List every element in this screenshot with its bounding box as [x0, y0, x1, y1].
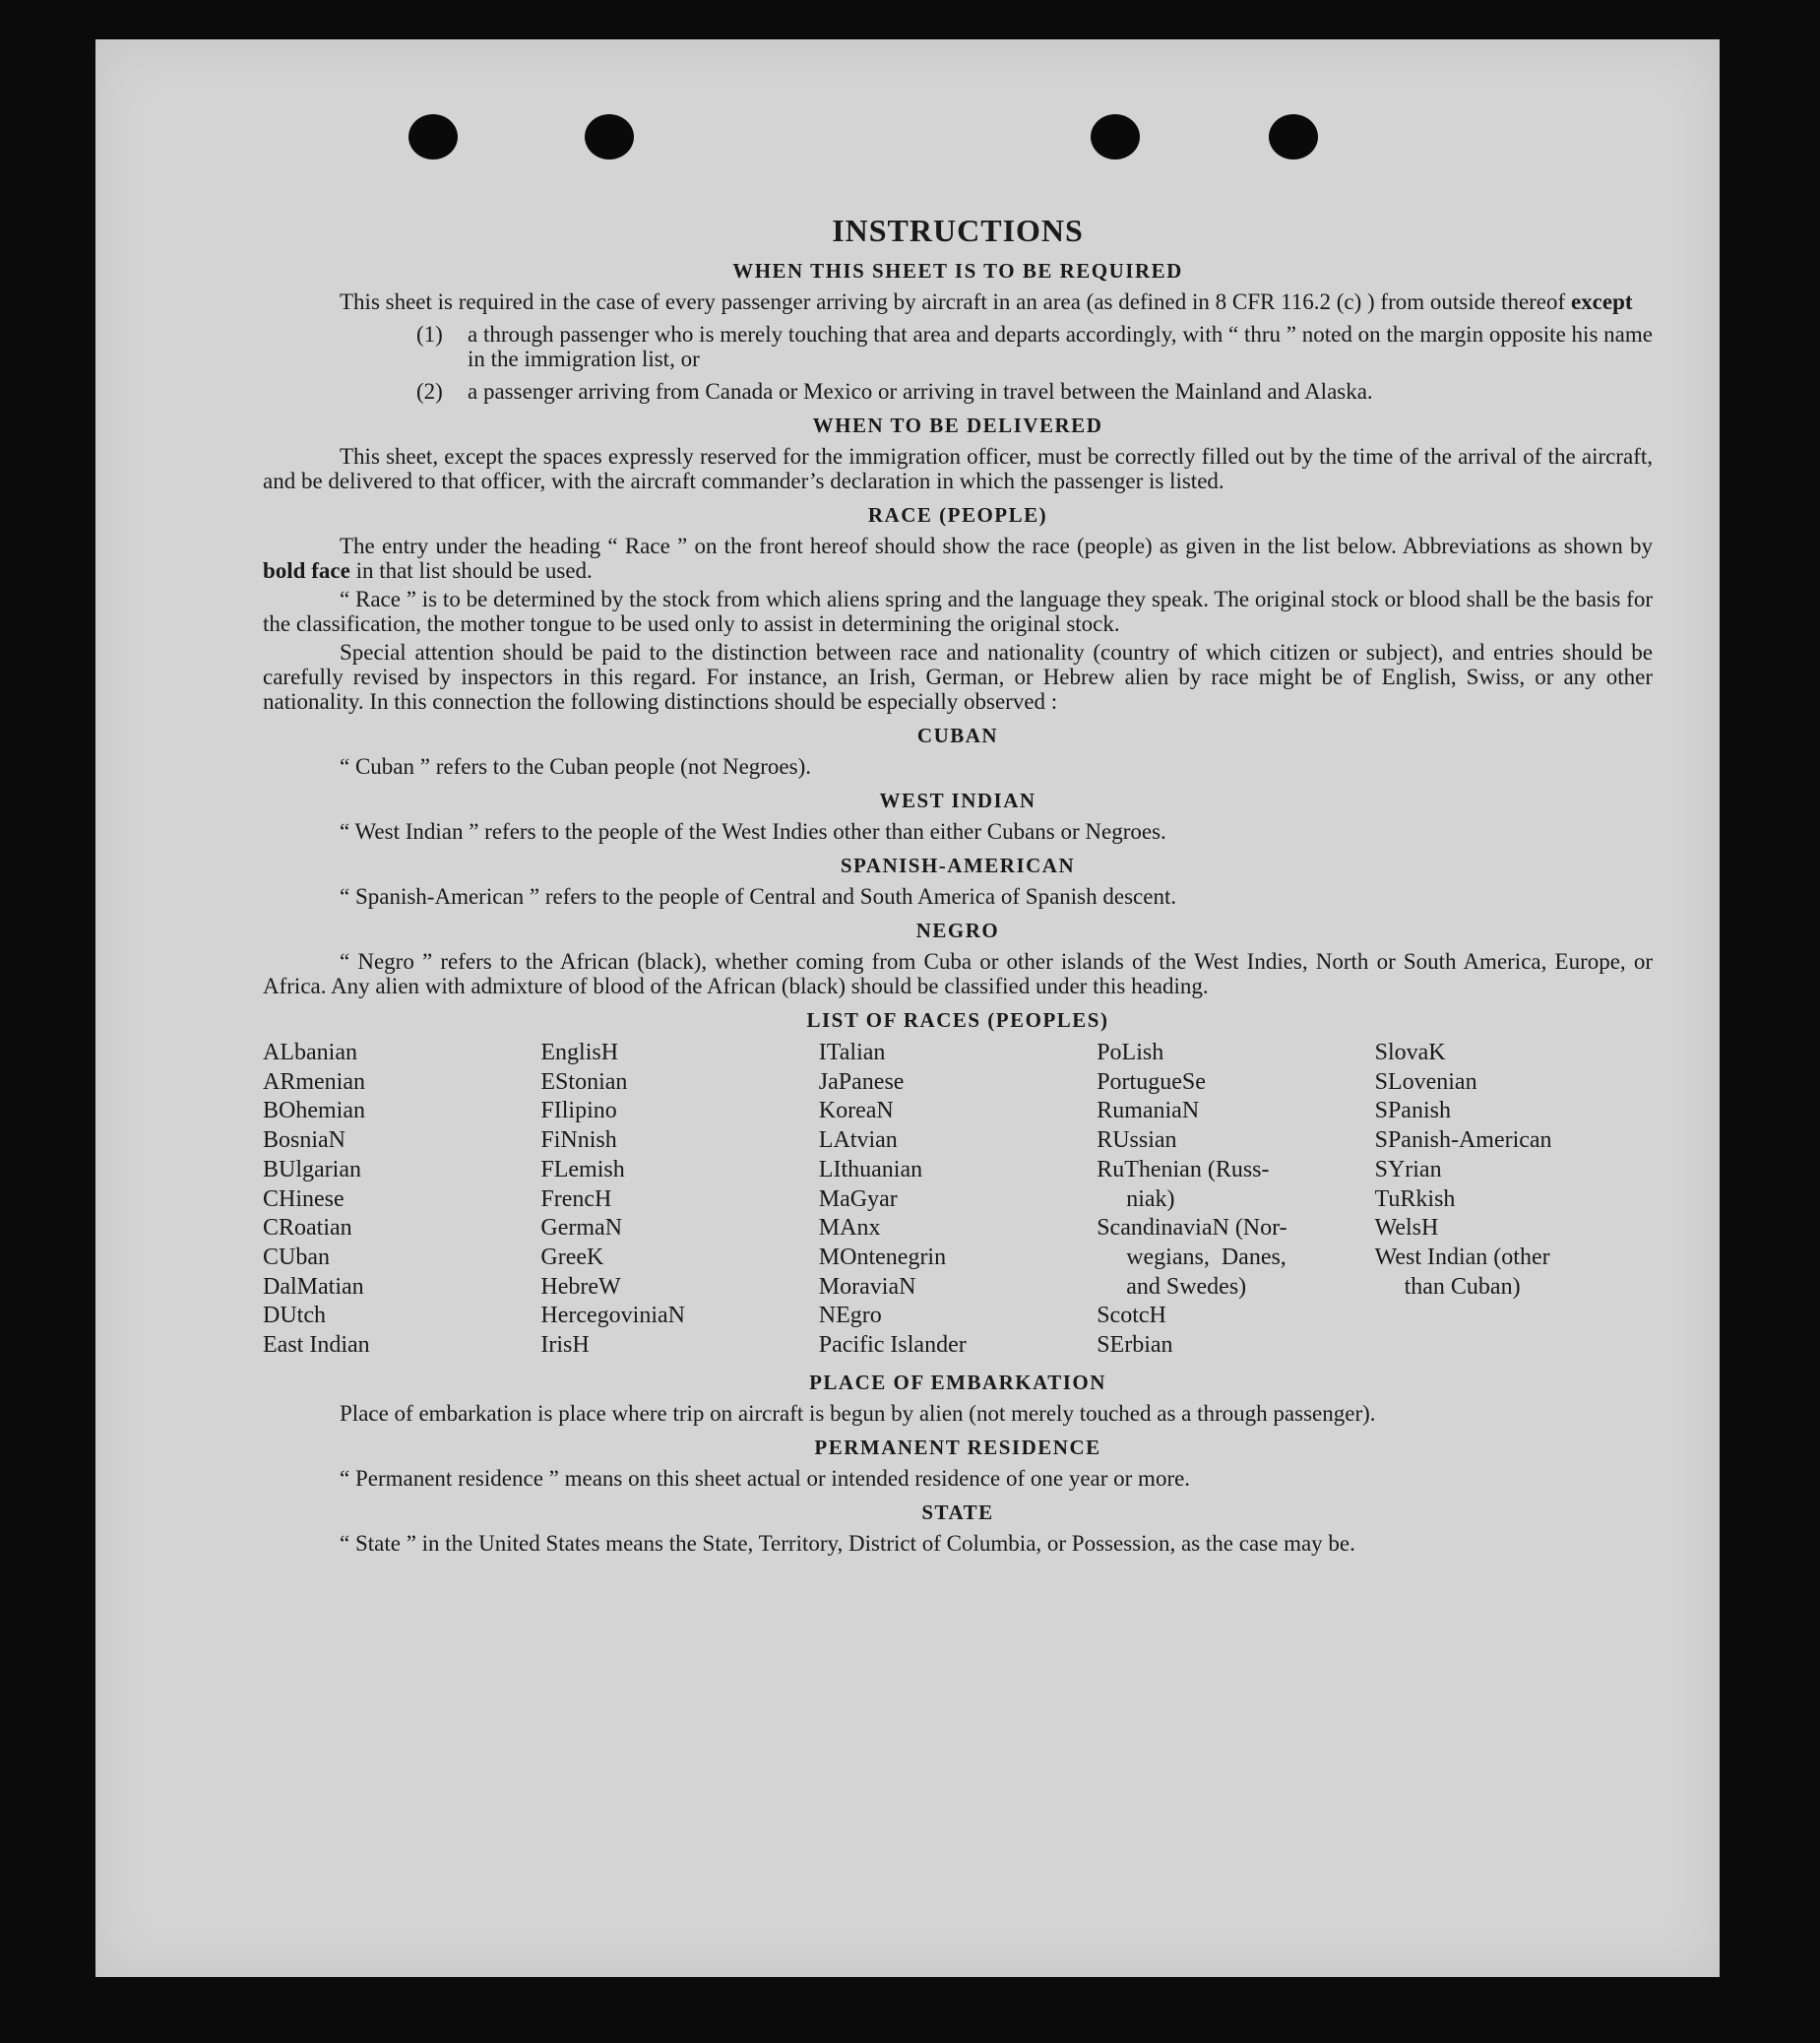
race-entry: ITalian — [818, 1040, 886, 1065]
race-entry: MOntenegrin — [818, 1244, 947, 1270]
section-heading-state: STATE — [921, 1500, 994, 1524]
race-entry-continued: and Swedes) — [1126, 1273, 1247, 1300]
exception-item-2 — [416, 379, 1653, 404]
race-entry: BosniaN — [263, 1127, 345, 1154]
race-entry: ARmenian — [263, 1068, 365, 1095]
residence-text: “ Permanent residence ” means on this sheet actual or intended residence of one year or more. — [340, 1465, 1191, 1491]
race-entry: PortugueSe — [1097, 1068, 1206, 1095]
race-entry: BUlgarian — [263, 1156, 361, 1182]
race-text: in that list should be used. — [349, 558, 593, 583]
races-column-3 — [819, 1039, 1097, 1361]
item-number: (2) — [416, 379, 443, 404]
race-entry: FIlipino — [540, 1098, 617, 1124]
race-entry: ScotcH — [1097, 1303, 1166, 1329]
race-entry: RumaniaN — [1097, 1098, 1200, 1124]
race-entry: CRoatian — [263, 1215, 352, 1242]
punch-hole — [1091, 114, 1140, 160]
negro-text: “ Negro ” refers to the African (black), whether coming from Cuba or other islands of the West Indies, North or South America, Europe, or Africa. Any alien with admixture of blood of the African (black) should be classified under this heading. — [263, 949, 1653, 998]
section-heading-residence: PERMANENT RESIDENCE — [814, 1435, 1101, 1459]
race-paragraph-1 — [263, 534, 1653, 583]
item-text: a passenger arriving from Canada or Mexico or arriving in travel between the Mainland and Alaska. — [468, 379, 1373, 404]
document-sheet — [95, 39, 1720, 1977]
race-entry: Pacific Islander — [818, 1332, 967, 1359]
race-entry: SPanish-American — [1374, 1127, 1552, 1154]
race-entry: IrisH — [540, 1332, 590, 1359]
race-entry: TuRkish — [1374, 1185, 1456, 1212]
race-entry: East Indian — [263, 1332, 370, 1359]
race-entry: West Indian (other — [1374, 1244, 1550, 1270]
race-entry-continued: wegians, Danes, — [1126, 1244, 1287, 1270]
race-entry: HercegoviniaN — [540, 1303, 685, 1329]
race-entry: MoraviaN — [818, 1273, 916, 1300]
race-entry: RuThenian (Russ- — [1097, 1156, 1270, 1182]
race-entry: LAtvian — [818, 1127, 898, 1154]
item-text: a through passenger who is merely touching that area and departs accordingly, with “ thru ” noted on the margin opposite his name in the immigration list, or — [468, 322, 1653, 371]
section-heading-negro: NEGRO — [915, 919, 1000, 942]
race-entry: FrencH — [540, 1185, 612, 1212]
race-entry: CUban — [263, 1244, 330, 1270]
race-entry: EStonian — [540, 1068, 628, 1095]
race-text: The entry under the heading “ Race ” on the front hereof should show the race (people) as given in the list below. Abbreviations as shown by — [340, 534, 1653, 558]
section-heading-when-required: WHEN THIS SHEET IS TO BE REQUIRED — [732, 259, 1183, 283]
instructions-content — [263, 207, 1653, 1560]
section-heading-cuban: CUBAN — [916, 724, 999, 747]
race-entry: FLemish — [540, 1156, 625, 1182]
race-entry: FiNnish — [540, 1127, 617, 1154]
race-entry-continued: niak) — [1126, 1185, 1175, 1212]
race-entry: PoLish — [1097, 1040, 1164, 1065]
section-heading-race: RACE (PEOPLE) — [867, 503, 1048, 527]
race-entry: DUtch — [263, 1303, 326, 1329]
punch-hole — [585, 114, 634, 160]
race-bold-face: bold face — [263, 558, 350, 583]
race-entry: DalMatian — [263, 1273, 364, 1300]
exception-item-1 — [416, 322, 1653, 371]
race-entry: NEgro — [818, 1303, 882, 1329]
race-entry: KoreaN — [818, 1098, 894, 1124]
race-entry: WelsH — [1374, 1215, 1439, 1242]
races-column-4 — [1097, 1039, 1374, 1361]
section-heading-west-indian: WEST INDIAN — [879, 789, 1036, 812]
race-entry: BOhemian — [263, 1098, 365, 1124]
race-entry: SPanish — [1374, 1098, 1451, 1124]
section-heading-embarkation: PLACE OF EMBARKATION — [809, 1370, 1106, 1394]
races-column-2 — [540, 1039, 818, 1361]
section-heading-list-of-races: LIST OF RACES (PEOPLES) — [806, 1008, 1109, 1032]
page-title: INSTRUCTIONS — [832, 213, 1084, 248]
when-required-intro — [263, 289, 1653, 314]
intro-text: This sheet is required in the case of every passenger arriving by aircraft in an area (as defined in 8 CFR 116.2 (c) ) from outside thereof — [340, 289, 1571, 314]
race-paragraph-3: Special attention should be paid to the distinction between race and nationality (country of which citizen or subject), and entries should be carefully revised by inspectors in this regard. For instance, an Irish, German, or Hebrew alien by race might be of English, Swiss, or any other nationality. In this connection the following distinctions should be especially observed : — [263, 640, 1653, 714]
section-heading-spanish-american: SPANISH-AMERICAN — [840, 854, 1076, 877]
race-entry: SYrian — [1374, 1156, 1442, 1182]
race-entry: CHinese — [263, 1185, 345, 1212]
races-column-1 — [263, 1039, 540, 1361]
state-text: “ State ” in the United States means the State, Territory, District of Columbia, or Possession, as the case may be. — [340, 1530, 1355, 1556]
intro-bold-except: except — [1570, 289, 1633, 314]
race-entry: SlovaK — [1374, 1040, 1446, 1065]
item-number: (1) — [416, 322, 443, 347]
race-entry: ALbanian — [263, 1040, 357, 1065]
race-entry: GermaN — [540, 1215, 623, 1242]
punch-hole — [1269, 114, 1318, 160]
west-indian-text: “ West Indian ” refers to the people of the West Indies other than either Cubans or Negroes. — [340, 819, 1166, 844]
races-column-5 — [1375, 1039, 1653, 1361]
race-entry: GreeK — [540, 1244, 604, 1270]
race-entry: RUssian — [1097, 1127, 1177, 1154]
race-entry: HebreW — [540, 1273, 621, 1300]
race-entry: SLovenian — [1374, 1068, 1477, 1095]
race-entry: MAnx — [818, 1215, 881, 1242]
race-entry: LIthuanian — [818, 1156, 923, 1182]
spanish-american-text: “ Spanish-American ” refers to the people of Central and South America of Spanish descent. — [340, 884, 1177, 909]
race-entry-continued: than Cuban) — [1404, 1273, 1521, 1300]
race-paragraph-2: “ Race ” is to be determined by the stock from which aliens spring and the language they speak. The original stock or blood shall be the basis for the classification, the mother tongue to be used only to assist in determining the original stock. — [263, 587, 1653, 636]
race-entry: MaGyar — [818, 1185, 898, 1212]
embarkation-text: Place of embarkation is place where trip on aircraft is begun by alien (not merely touched as a through passenger). — [340, 1400, 1376, 1426]
race-entry: ScandinaviaN (Nor- — [1097, 1215, 1287, 1242]
race-entry: SErbian — [1097, 1332, 1173, 1359]
race-entry: JaPanese — [818, 1068, 905, 1095]
when-delivered-text: This sheet, except the spaces expressly reserved for the immigration officer, must be correctly filled out by the time of the arrival of the aircraft, and be delivered to that officer, with the aircraft commander’s declaration in which the passenger is listed. — [263, 444, 1653, 493]
cuban-text: “ Cuban ” refers to the Cuban people (not Negroes). — [340, 754, 812, 779]
punch-hole — [408, 114, 458, 160]
races-list — [263, 1039, 1653, 1361]
section-heading-when-delivered: WHEN TO BE DELIVERED — [812, 414, 1103, 437]
race-entry: EnglisH — [540, 1040, 619, 1065]
